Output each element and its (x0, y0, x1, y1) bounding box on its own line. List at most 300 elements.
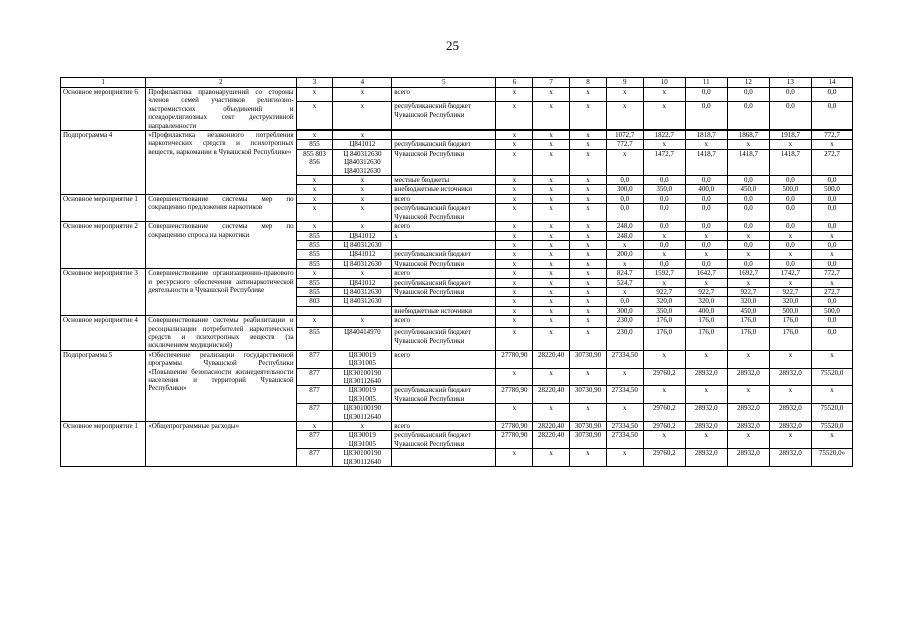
table-cell: Ц841012 (333, 250, 392, 259)
table-cell: х (570, 140, 607, 149)
table-cell: х (643, 88, 685, 102)
table-cell: местные бюджеты (392, 176, 496, 185)
table-cell: 1868,7 (727, 131, 769, 140)
table-cell: 176,0 (727, 316, 769, 328)
table-cell: х (496, 140, 533, 149)
table-cell: х (296, 176, 333, 185)
table-cell: 0,0 (811, 316, 852, 328)
table-cell: 28932,0 (727, 422, 769, 431)
table-cell: 28932,0 (685, 368, 727, 386)
table-cell: 28932,0 (769, 449, 811, 467)
table-cell: всего (392, 316, 496, 328)
table-cell: х (570, 185, 607, 194)
table-cell: 27780,90 (496, 422, 533, 431)
table-cell: 855 (296, 140, 333, 149)
table-cell: х (685, 431, 727, 449)
table-cell: всего (392, 350, 496, 368)
table-cell: х (769, 250, 811, 259)
table-cell: х (643, 431, 685, 449)
table-cell: Ц8Э0019 Ц8Э1005 (333, 350, 392, 368)
table-cell: 877 (296, 431, 333, 449)
table-cell: 1418,7 (685, 149, 727, 175)
table-cell: х (333, 102, 392, 129)
table-cell: 0,0 (643, 222, 685, 231)
table-cell: х (333, 176, 392, 185)
table-cell: х (570, 306, 607, 315)
table-cell: 1692,7 (727, 269, 769, 278)
table-cell: 75520,0» (811, 449, 852, 467)
table-cell: х (643, 250, 685, 259)
table-cell: х (496, 316, 533, 328)
table-cell: х (533, 88, 570, 102)
table-row (61, 269, 853, 278)
table-cell: х (496, 88, 533, 102)
table-cell: 922,7 (769, 287, 811, 296)
table-cell: х (533, 269, 570, 278)
column-number: 13 (769, 78, 811, 88)
table-cell: х (643, 140, 685, 149)
table-cell: 803 (296, 297, 333, 306)
table-cell: 300,0 (606, 185, 643, 194)
table-cell: х (496, 404, 533, 422)
table-cell: 28220,40 (533, 431, 570, 449)
table-cell: х (333, 194, 392, 203)
table-cell: х (496, 449, 533, 467)
budget-table (60, 77, 853, 467)
table-cell: 0,0 (727, 194, 769, 203)
table-cell: 500,0 (769, 306, 811, 315)
table-cell: х (333, 88, 392, 102)
table-cell: 0,0 (727, 88, 769, 102)
table-cell: 0,0 (685, 240, 727, 249)
table-cell: 772,7 (606, 140, 643, 149)
table-cell: х (727, 250, 769, 259)
table-cell: х (727, 231, 769, 240)
table-cell: 0,0 (685, 194, 727, 203)
table-cell: 0,0 (685, 88, 727, 102)
column-number: 14 (811, 78, 852, 88)
column-number: 11 (685, 78, 727, 88)
table-cell: 0,0 (727, 240, 769, 249)
table-cell: х (570, 368, 607, 386)
table-cell: 0,0 (811, 176, 852, 185)
table-cell: х (570, 149, 607, 175)
table-cell: 248,0 (606, 231, 643, 240)
table-cell: х (296, 131, 333, 140)
table-cell: 0,0 (685, 176, 727, 185)
table-body (61, 78, 853, 467)
table-cell: 30730,90 (570, 350, 607, 368)
table-cell: республиканский бюджет Чувашской Республики (392, 204, 496, 222)
table-cell: всего (392, 422, 496, 431)
table-cell: х (685, 250, 727, 259)
table-cell: 29760,2 (643, 449, 685, 467)
table-cell: Совершенствование организационно-правового и ресурсного обеспечения антинаркотической деятельности в Чувашской Республике (146, 269, 296, 316)
table-cell: 400,0 (685, 185, 727, 194)
table-cell: х (685, 231, 727, 240)
table-cell: Основное мероприятие 1 (61, 422, 146, 467)
table-cell: Профилактика правонарушений со стороны членов семей участников религиозно-экстремистских объединений и псевдорелигиозных сект деструктивной направленности (146, 88, 296, 131)
table-cell: х (643, 231, 685, 240)
table-cell: х (333, 222, 392, 231)
table-cell: х (570, 176, 607, 185)
column-number: 3 (296, 78, 333, 88)
table-cell: х (606, 449, 643, 467)
table-cell: внебюджетные источники (392, 306, 496, 315)
table-cell: 0,0 (811, 204, 852, 222)
column-number: 5 (392, 78, 496, 88)
table-cell: х (570, 204, 607, 222)
table-cell: х (811, 386, 852, 404)
table-cell: 0,0 (606, 297, 643, 306)
table-cell: х (685, 278, 727, 287)
table-cell: 28932,0 (685, 404, 727, 422)
table-cell: Основное мероприятие 2 (61, 222, 146, 269)
table-cell: 28932,0 (727, 404, 769, 422)
table-cell: 28932,0 (769, 404, 811, 422)
table-cell: 0,0 (811, 240, 852, 249)
column-number: 10 (643, 78, 685, 88)
table-cell: 0,0 (606, 204, 643, 222)
table-cell: всего (392, 88, 496, 102)
table-cell: 0,0 (769, 194, 811, 203)
table-cell: х (570, 102, 607, 129)
table-cell: х (570, 328, 607, 351)
table-cell: 28220,40 (533, 350, 570, 368)
table-cell: х (533, 176, 570, 185)
table-cell: х (333, 131, 392, 140)
table-cell: х (643, 102, 685, 129)
table-cell: х (496, 176, 533, 185)
table-cell: 0,0 (811, 328, 852, 351)
table-cell (392, 240, 496, 249)
table-cell: х (769, 278, 811, 287)
table-cell: х (643, 350, 685, 368)
table-cell: 0,0 (727, 102, 769, 129)
table-cell: х (570, 269, 607, 278)
table-cell: х (570, 259, 607, 268)
table-cell: 877 (296, 350, 333, 368)
table-row (61, 88, 853, 102)
table-cell: 0,0 (811, 297, 852, 306)
table-cell: х (296, 185, 333, 194)
table-cell: х (296, 316, 333, 328)
table-row (61, 222, 853, 231)
table-cell: республиканский бюджет Чувашской Республики (392, 328, 496, 351)
table-cell: х (533, 278, 570, 287)
table-cell: 29760,2 (643, 404, 685, 422)
table-cell: 0,0 (769, 88, 811, 102)
table-cell: х (333, 316, 392, 328)
table-cell: Подпрограмма 4 (61, 131, 146, 195)
table-cell: х (496, 102, 533, 129)
table-cell: х (727, 278, 769, 287)
table-cell: 28220,40 (533, 422, 570, 431)
table-cell: х (296, 222, 333, 231)
table-cell: х (570, 194, 607, 203)
table-cell: 1418,7 (769, 149, 811, 175)
table-cell: 27780,90 (496, 431, 533, 449)
table-cell: всего (392, 222, 496, 231)
table-cell: 1918,7 (769, 131, 811, 140)
table-cell: х (533, 194, 570, 203)
table-cell: республиканский бюджет Чувашской Республики (392, 386, 496, 404)
table-cell: х (533, 297, 570, 306)
table-cell: 855 (296, 278, 333, 287)
table-cell: 272,7 (811, 149, 852, 175)
table-cell: 500,0 (811, 306, 852, 315)
table-cell: х (606, 88, 643, 102)
table-cell: «Общепрограммные расходы» (146, 422, 296, 467)
table-cell: х (570, 222, 607, 231)
table-cell: 248,0 (606, 222, 643, 231)
table-cell: Основное мероприятие 3 (61, 269, 146, 316)
table-cell: х (533, 222, 570, 231)
table-cell: 30730,90 (570, 431, 607, 449)
table-cell: х (496, 149, 533, 175)
table-cell: 855 (296, 231, 333, 240)
table-cell: х (570, 404, 607, 422)
column-number: 8 (570, 78, 607, 88)
table-cell: Ц8Э0100190 Ц8Э0112640 (333, 368, 392, 386)
table-cell: 28932,0 (685, 422, 727, 431)
table-cell: х (606, 240, 643, 249)
table-cell: 855 (296, 287, 333, 296)
table-cell: х (533, 316, 570, 328)
table-cell: х (496, 131, 533, 140)
table-cell: 1642,7 (685, 269, 727, 278)
table-cell: х (727, 386, 769, 404)
table-cell: 0,0 (811, 222, 852, 231)
table-cell: 0,0 (811, 88, 852, 102)
table-cell: х (811, 140, 852, 149)
table-cell: Ц 840312630 (333, 287, 392, 296)
table-cell: х (496, 287, 533, 296)
table-cell: х (811, 278, 852, 287)
table-cell: х (769, 350, 811, 368)
table-cell: х (533, 306, 570, 315)
table-cell: 450,0 (727, 185, 769, 194)
column-number: 6 (496, 78, 533, 88)
table-cell: х (496, 194, 533, 203)
table-cell: Основное мероприятие 1 (61, 194, 146, 221)
table-cell: х (496, 306, 533, 315)
table-cell: 29760,2 (643, 422, 685, 431)
table-cell: 28932,0 (727, 368, 769, 386)
table-cell: Основное мероприятие 4 (61, 316, 146, 351)
table-cell: 320,0 (727, 297, 769, 306)
table-cell: х (333, 269, 392, 278)
table-cell: х (606, 287, 643, 296)
table-cell: 75520,0 (811, 422, 852, 431)
table-cell: 1742,7 (769, 269, 811, 278)
table-cell: х (496, 204, 533, 222)
table-cell: х (533, 404, 570, 422)
table-cell: х (570, 449, 607, 467)
table-cell: х (296, 204, 333, 222)
table-cell: х (570, 240, 607, 249)
table-cell: х (496, 278, 533, 287)
table-cell: х (296, 88, 333, 102)
table-cell: 855 803 856 (296, 149, 333, 175)
table-row (61, 422, 853, 431)
table-cell: 1072,7 (606, 131, 643, 140)
table-cell: х (769, 386, 811, 404)
table-cell: х (496, 250, 533, 259)
table-cell: х (570, 297, 607, 306)
table-cell: х (811, 250, 852, 259)
table-cell: 0,0 (811, 102, 852, 129)
table-cell: 772,7 (811, 131, 852, 140)
table-cell: х (533, 250, 570, 259)
table-cell: 524,7 (606, 278, 643, 287)
table-cell: 176,0 (685, 328, 727, 351)
table-cell: 855 (296, 240, 333, 249)
table-cell: 27780,90 (496, 386, 533, 404)
table-cell: 27334,50 (606, 350, 643, 368)
table-cell: Совершенствование системы мер по сокращению спроса на наркотики (146, 222, 296, 269)
table-cell: 500,0 (811, 185, 852, 194)
table-cell: х (606, 149, 643, 175)
table-cell: 877 (296, 449, 333, 467)
table-cell: Подпрограмма 5 (61, 350, 146, 421)
table-cell: х (333, 185, 392, 194)
table-cell: 0,0 (643, 259, 685, 268)
table-row (61, 316, 853, 328)
table-cell: 922,7 (727, 287, 769, 296)
table-cell: 0,0 (643, 204, 685, 222)
table-cell: 28932,0 (727, 449, 769, 467)
table-cell: 0,0 (769, 222, 811, 231)
table-row (61, 350, 853, 368)
table-cell: 500,0 (769, 185, 811, 194)
table-cell: 1592,7 (643, 269, 685, 278)
table-cell: Ц841012 (333, 278, 392, 287)
table-cell: х (496, 185, 533, 194)
table-cell: 320,0 (769, 297, 811, 306)
table-cell: Ц8Э0019 Ц8Э1005 (333, 386, 392, 404)
table-cell: х (570, 250, 607, 259)
table-cell: х (533, 185, 570, 194)
table-cell: х (570, 316, 607, 328)
table-cell: 1418,7 (727, 149, 769, 175)
table-cell: 350,0 (643, 306, 685, 315)
table-cell: 0,0 (643, 176, 685, 185)
table-cell: 450,0 (727, 306, 769, 315)
table-cell: 176,0 (769, 316, 811, 328)
table-cell: внебюджетные источники (392, 185, 496, 194)
table-cell: 176,0 (769, 328, 811, 351)
table-cell (333, 306, 392, 315)
table-cell (296, 306, 333, 315)
table-cell: 29760,2 (643, 368, 685, 386)
table-cell: х (496, 368, 533, 386)
table-cell: 0,0 (769, 259, 811, 268)
table-cell: 300,0 (606, 306, 643, 315)
table-cell: Ц 840312630 Ц840312630 Ц840312630 (333, 149, 392, 175)
table-cell: Ц8Э0019 Ц8Э1005 (333, 431, 392, 449)
table-cell: 0,0 (727, 204, 769, 222)
table-cell: х (685, 140, 727, 149)
table-cell: «Обеспечение реализации государственной программы Чувашской Республики «Повышение безопасности жизнедеятельности населения и территорий Чувашской Республики» (146, 350, 296, 421)
table-cell: всего (392, 269, 496, 278)
table-cell: х (496, 231, 533, 240)
table-cell: 855 (296, 250, 333, 259)
table-cell: х (606, 259, 643, 268)
table-cell: х (685, 350, 727, 368)
table-cell: х (496, 297, 533, 306)
table-cell: х (727, 350, 769, 368)
table-cell: х (296, 422, 333, 431)
table-cell: Ц 840312630 (333, 297, 392, 306)
table-cell: х (643, 278, 685, 287)
table-cell: 922,7 (685, 287, 727, 296)
table-cell: 0,0 (727, 222, 769, 231)
table-cell: 400,0 (685, 306, 727, 315)
table-cell: х (811, 431, 852, 449)
table-cell: х (533, 149, 570, 175)
column-number: 4 (333, 78, 392, 88)
table-cell: 320,0 (643, 297, 685, 306)
table-cell: х (570, 231, 607, 240)
table-cell: 0,0 (769, 176, 811, 185)
column-number: 7 (533, 78, 570, 88)
table-cell: Чувашской Республики (392, 149, 496, 175)
page-number: 25 (446, 38, 459, 53)
table-cell: х (769, 431, 811, 449)
table-cell: х (533, 204, 570, 222)
table-cell: 0,0 (811, 194, 852, 203)
table-cell: х (570, 88, 607, 102)
table-cell: х (570, 287, 607, 296)
table-cell: 1822,7 (643, 131, 685, 140)
table-cell: 922,7 (643, 287, 685, 296)
table-cell: х (296, 269, 333, 278)
table-cell: 230,0 (606, 316, 643, 328)
table-cell: 0,0 (811, 259, 852, 268)
table-cell: 0,0 (769, 102, 811, 129)
table-cell: х (533, 449, 570, 467)
table-cell: 320,0 (685, 297, 727, 306)
table-cell: х (727, 140, 769, 149)
table-cell: 824,7 (606, 269, 643, 278)
table-cell: х (606, 404, 643, 422)
table-cell: х (496, 269, 533, 278)
table-cell: 75520,0 (811, 368, 852, 386)
table-cell: 0,0 (769, 204, 811, 222)
table-cell: 0,0 (685, 204, 727, 222)
table-cell: 0,0 (685, 222, 727, 231)
table-cell: 855 (296, 328, 333, 351)
table-cell: всего (392, 194, 496, 203)
column-number: 2 (146, 78, 296, 88)
table-cell: Ц8Э0100190 Ц8Э0112640 (333, 404, 392, 422)
table-cell: Ц 840312630 (333, 259, 392, 268)
table-cell: 28220,40 (533, 386, 570, 404)
table-cell: 176,0 (643, 316, 685, 328)
table-cell: х (533, 259, 570, 268)
table-cell: 176,0 (685, 316, 727, 328)
table-cell: х (606, 368, 643, 386)
table-cell: республиканский бюджет (392, 278, 496, 287)
table-cell: 855 (296, 259, 333, 268)
table-cell: Основное мероприятие 6 (61, 88, 146, 131)
table-cell: 0,0 (727, 259, 769, 268)
table-cell: 0,0 (606, 176, 643, 185)
table-cell: х (811, 350, 852, 368)
table-cell: Ц 840312630 (333, 240, 392, 249)
table-cell: х (643, 386, 685, 404)
